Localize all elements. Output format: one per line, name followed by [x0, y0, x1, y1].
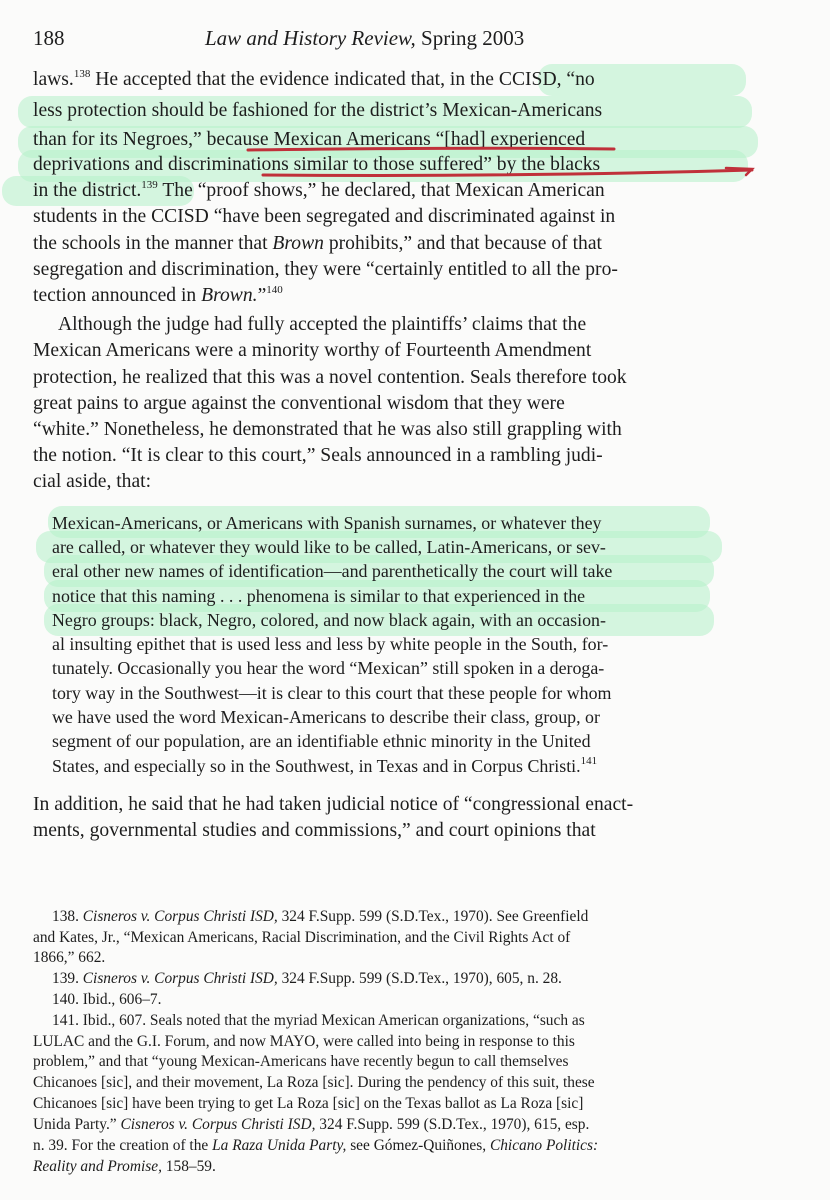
footnote-138: 138. Cisneros v. Corpus Christi ISD, 324 F.Supp. 599 (S.D.Tex., 1970). See Greenfield: [52, 908, 589, 925]
body-line: Mexican Americans were a minority worthy of Fourteenth Amendment: [33, 340, 592, 361]
footnote-line: problem,” and that “young Mexican-Americans have recently begun to call themselves: [33, 1053, 569, 1070]
body-line: in the district.$^{139}$ The “proof shows,” he declared, that Mexican American: [33, 179, 605, 201]
footnote-line: Chicanoes [sic], and their movement, La Roza [sic]. During the pendency of this suit, these: [33, 1074, 595, 1091]
footnote-line: Unida Party.” Cisneros v. Corpus Christi ISD, 324 F.Supp. 599 (S.D.Tex., 1970), 615, esp.: [33, 1116, 590, 1133]
body-line: the notion. “It is clear to this court,” Seals announced in a rambling judi-: [33, 445, 603, 466]
footnote-line: n. 39. For the creation of the La Raza Unida Party, see Gómez-Quiñones, Chicano Politics:: [33, 1137, 599, 1154]
body-line: than for its Negroes,” because Mexican Americans “[had] experienced: [33, 129, 586, 150]
body-line: the schools in the manner that Brown prohibits,” and that because of that: [33, 233, 602, 254]
issue-label: Spring 2003: [415, 26, 525, 50]
journal-title: Law and History Review,: [205, 26, 416, 50]
footnote-ref: 141: [580, 755, 598, 767]
running-title: [205, 26, 524, 51]
footnote-line: Chicanoes [sic] have been trying to get La Roza [sic] on the Texas ballot as La Roza [sic]: [33, 1095, 584, 1112]
footnote-line: LULAC and the G.I. Forum, and now MAYO, were called into being in response to this: [33, 1033, 575, 1050]
quote-line: Negro groups: black, Negro, colored, and now black again, with an occasion-: [52, 610, 606, 630]
quote-line: are called, or whatever they would like to be called, Latin-Americans, or sev-: [52, 537, 606, 557]
quote-line: segment of our population, are an identifiable ethnic minority in the United: [52, 731, 591, 751]
page-number: 188: [33, 26, 65, 50]
body-line: protection, he realized that this was a novel contention. Seals therefore took: [33, 367, 627, 388]
body-line: segregation and discrimination, they were “certainly entitled to all the pro-: [33, 259, 618, 280]
quote-line: eral other new names of identification—and parenthetically the court will take: [52, 561, 613, 581]
body-line: Although the judge had fully accepted the plaintiffs’ claims that the: [58, 314, 587, 335]
footnote-140: 140. Ibid., 606–7.: [52, 991, 162, 1008]
footnote-ref: 138: [73, 68, 91, 80]
body-line: laws.$^{138}$ He accepted that the evidence indicated that, in the CCISD, “no: [33, 68, 595, 90]
footnote-line: Reality and Promise, 158–59.: [33, 1158, 216, 1175]
running-header: [33, 26, 753, 60]
footnote-139: 139. Cisneros v. Corpus Christi ISD, 324 F.Supp. 599 (S.D.Tex., 1970), 605, n. 28.: [52, 970, 562, 987]
quote-line: Mexican-Americans, or Americans with Spanish surnames, or whatever they: [52, 513, 602, 533]
footnote-ref: 140: [266, 284, 283, 296]
footnote-141: 141. Ibid., 607. Seals noted that the myriad Mexican American organizations, “such as: [52, 1012, 585, 1029]
body-line: students in the CCISD “have been segregated and discriminated against in: [33, 206, 616, 227]
footnote-line: and Kates, Jr., “Mexican Americans, Racial Discrimination, and the Civil Rights Act of: [33, 929, 571, 946]
footnote-ref: 139: [141, 179, 158, 191]
quote-line: al insulting epithet that is used less and less by white people in the South, for-: [52, 634, 609, 654]
body-line: ments, governmental studies and commissions,” and court opinions that: [33, 820, 596, 841]
quote-line: tunately. Occasionally you hear the word “Mexican” still spoken in a deroga-: [52, 658, 605, 678]
quote-line: tory way in the Southwest—it is clear to this court that these people for whom: [52, 683, 612, 703]
body-line: In addition, he said that he had taken judicial notice of “congressional enact-: [33, 794, 634, 815]
quote-line: notice that this naming . . . phenomena is similar to that experienced in the: [52, 586, 586, 606]
quote-line: States, and especially so in the Southwest, in Texas and in Corpus Christi.$^{141}$: [52, 755, 598, 776]
body-line: “white.” Nonetheless, he demonstrated that he was also still grappling with: [33, 419, 622, 440]
body-line: great pains to argue against the conventional wisdom that they were: [33, 393, 565, 414]
body-line: tection announced in Brown.”$^{140}$: [33, 284, 283, 306]
quote-line: we have used the word Mexican-Americans to describe their class, group, or: [52, 707, 600, 727]
body-line: deprivations and discriminations similar to those suffered” by the blacks: [33, 154, 601, 175]
body-line: less protection should be fashioned for the district’s Mexican-Americans: [33, 100, 603, 121]
body-line: cial aside, that:: [33, 471, 152, 492]
footnote-line: 1866,” 662.: [33, 949, 106, 966]
